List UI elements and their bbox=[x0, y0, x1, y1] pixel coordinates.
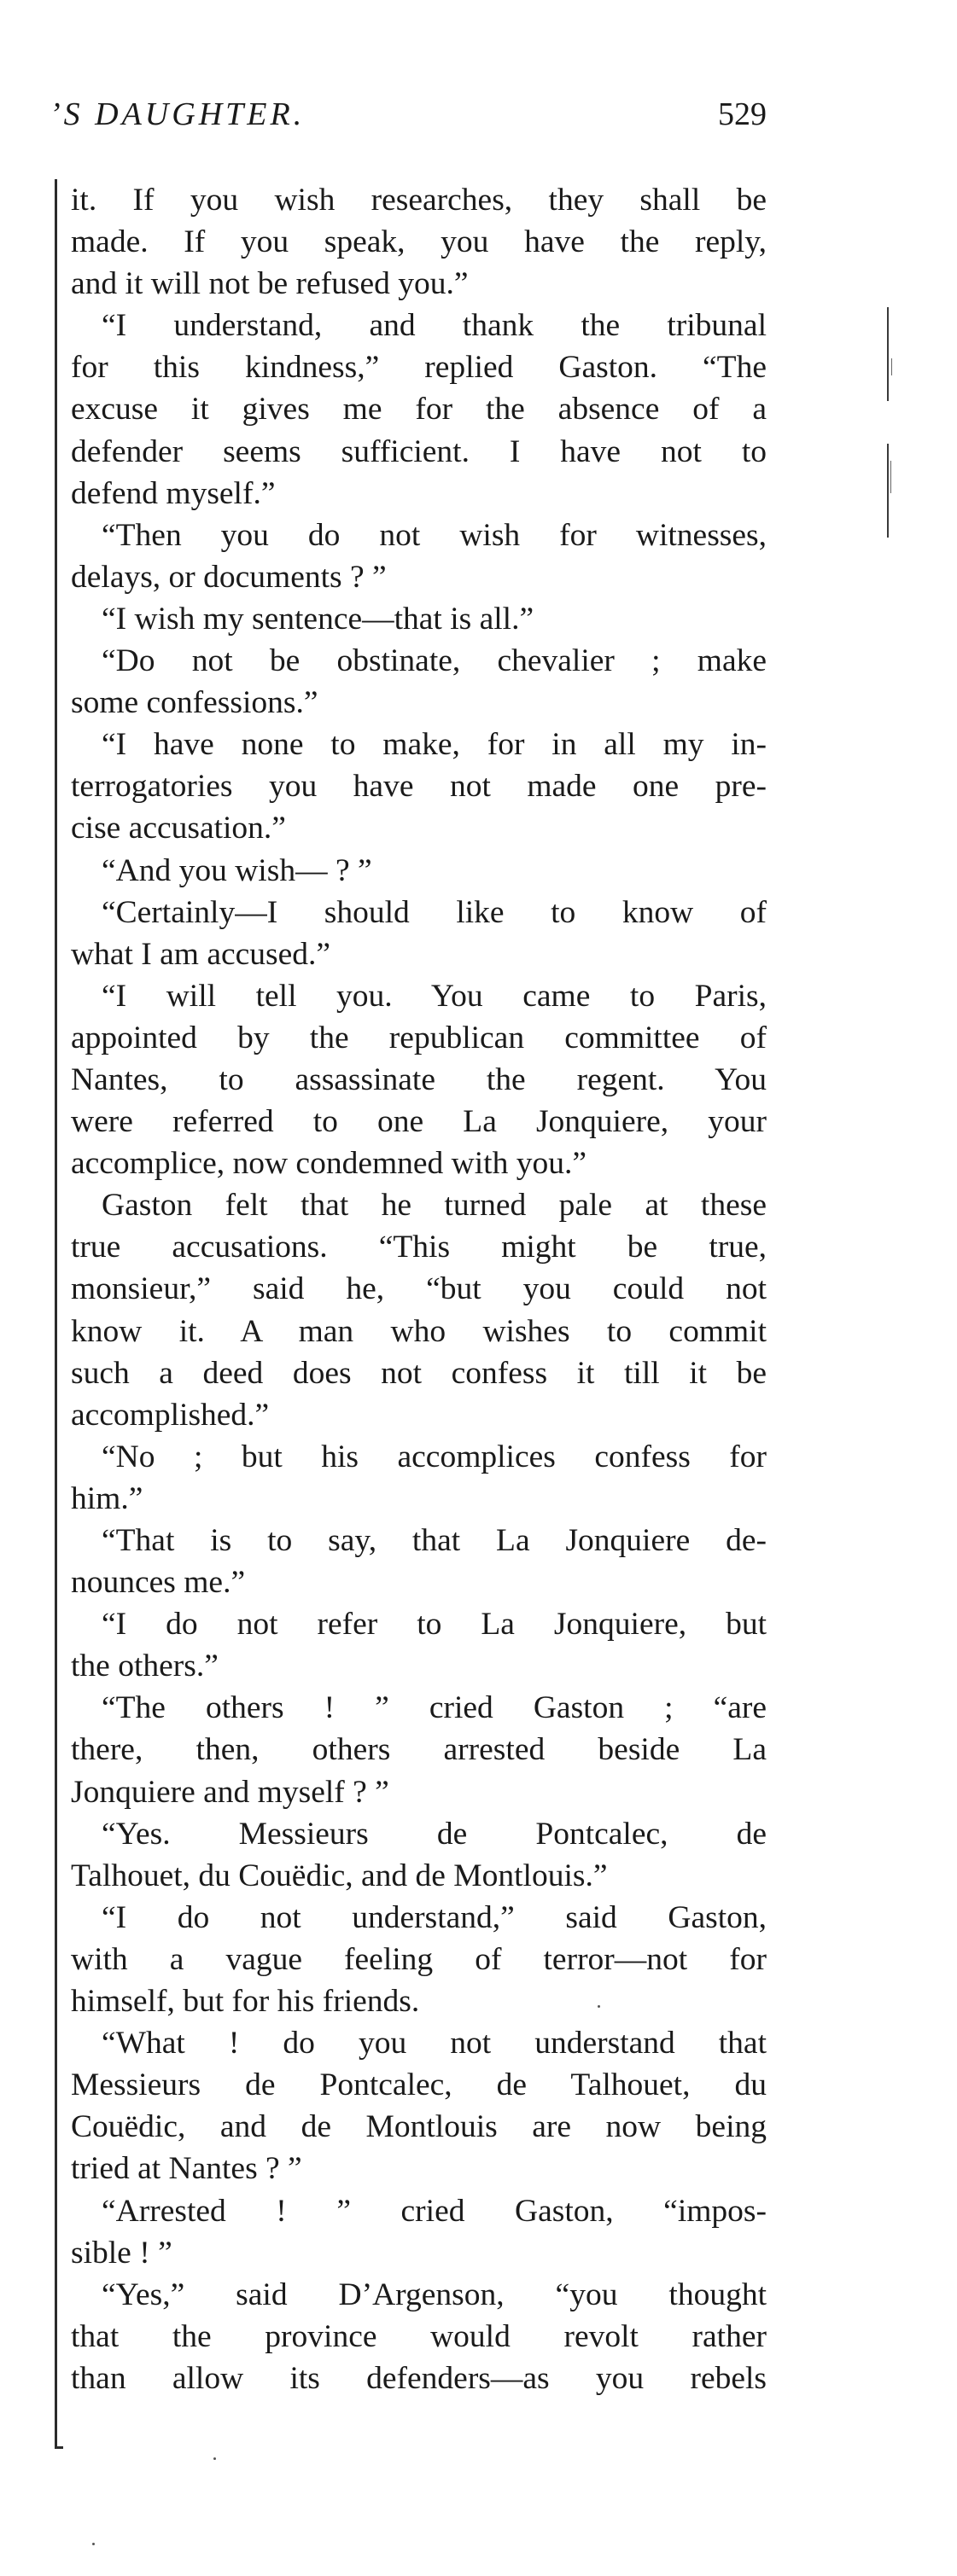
text-line: “I have none to make, for in all my in- bbox=[102, 727, 767, 763]
text-line: with a vague feeling of terror—not for bbox=[71, 1941, 767, 1977]
text-line: “I understand, and thank the tribunal bbox=[102, 308, 767, 344]
text-line: accomplished.” bbox=[71, 1397, 270, 1433]
paper-speck bbox=[92, 2543, 95, 2545]
text-line: “The others ! ” cried Gaston ; “are bbox=[102, 1690, 767, 1726]
text-line: monsieur,” said he, “but you could not bbox=[71, 1271, 767, 1307]
text-line: “Yes,” said D’Argenson, “you thought bbox=[102, 2277, 767, 2312]
text-line: sible ! ” bbox=[71, 2235, 172, 2271]
margin-bracket bbox=[55, 179, 57, 2449]
text-line: “Then you do not wish for witnesses, bbox=[102, 517, 767, 553]
text-line: made. If you speak, you have the reply, bbox=[71, 224, 767, 260]
text-line: Talhouet, du Couëdic, and de Montlouis.” bbox=[71, 1858, 608, 1893]
margin-mark bbox=[887, 444, 889, 538]
text-line: him.” bbox=[71, 1480, 143, 1516]
text-line: true accusations. “This might be true, bbox=[71, 1230, 767, 1265]
text-line: himself, but for his friends. bbox=[71, 1984, 420, 2020]
text-line: “Do not be obstinate, chevalier ; make bbox=[102, 643, 767, 679]
text-line: appointed by the republican committee of bbox=[71, 1020, 767, 1055]
text-line: “Arrested ! ” cried Gaston, “impos- bbox=[102, 2193, 767, 2229]
margin-mark bbox=[890, 461, 891, 493]
text-line: such a deed does not confess it till it be bbox=[71, 1355, 767, 1391]
text-line: Messieurs de Pontcalec, de Talhouet, du bbox=[71, 2067, 767, 2103]
text-line: Jonquiere and myself ? ” bbox=[71, 1774, 389, 1810]
text-line: “Yes. Messieurs de Pontcalec, de bbox=[102, 1816, 767, 1852]
text-line: Gaston felt that he turned pale at these bbox=[102, 1188, 767, 1224]
margin-mark bbox=[887, 307, 889, 401]
text-line: there, then, others arrested beside La bbox=[71, 1732, 767, 1768]
text-line: accomplice, now condemned with you.” bbox=[71, 1146, 586, 1182]
text-line: Nantes, to assassinate the regent. You bbox=[71, 1061, 767, 1097]
text-line: “I do not understand,” said Gaston, bbox=[102, 1899, 767, 1935]
text-line: “That is to say, that La Jonquiere de- bbox=[102, 1523, 767, 1558]
text-line: “And you wish— ? ” bbox=[102, 852, 372, 888]
paper-speck bbox=[213, 2457, 216, 2460]
text-line: “I do not refer to La Jonquiere, but bbox=[102, 1607, 767, 1643]
text-line: what I am accused.” bbox=[71, 936, 331, 972]
text-line: “Certainly—I should like to know of bbox=[102, 894, 767, 930]
text-line: it. If you wish researches, they shall be bbox=[71, 183, 767, 218]
text-line: than allow its defenders—as you rebels bbox=[71, 2360, 767, 2396]
text-line: for this kindness,” replied Gaston. “The bbox=[71, 350, 767, 386]
text-line: know it. A man who wishes to commit bbox=[71, 1313, 767, 1349]
text-line: terrogatories you have not made one pre- bbox=[71, 769, 767, 805]
text-line: “What ! do you not understand that bbox=[102, 2026, 767, 2061]
text-line: and it will not be refused you.” bbox=[71, 266, 469, 302]
margin-mark bbox=[891, 358, 892, 375]
page-number: 529 bbox=[718, 96, 767, 132]
text-line: cise accusation.” bbox=[71, 811, 286, 846]
text-line: excuse it gives me for the absence of a bbox=[71, 392, 767, 427]
text-line: defend myself.” bbox=[71, 475, 276, 511]
text-line: were referred to one La Jonquiere, your bbox=[71, 1104, 767, 1140]
text-line: Couëdic, and de Montlouis are now being bbox=[71, 2109, 767, 2145]
text-line: “I will tell you. You came to Paris, bbox=[102, 978, 767, 1014]
body-text bbox=[71, 179, 767, 2399]
text-line: delays, or documents ? ” bbox=[71, 559, 387, 595]
text-line: “No ; but his accomplices confess for bbox=[102, 1439, 767, 1474]
text-line: defender seems sufficient. I have not to bbox=[71, 433, 767, 469]
text-line: some confessions.” bbox=[71, 685, 318, 721]
page-header bbox=[50, 96, 767, 140]
text-line: the others.” bbox=[71, 1649, 219, 1684]
text-line: nounces me.” bbox=[71, 1565, 246, 1601]
running-title: ’S DAUGHTER. bbox=[50, 96, 306, 132]
text-line: tried at Nantes ? ” bbox=[71, 2151, 302, 2187]
text-line: that the province would revolt rather bbox=[71, 2318, 767, 2354]
text-line: “I wish my sentence—that is all.” bbox=[102, 601, 534, 637]
